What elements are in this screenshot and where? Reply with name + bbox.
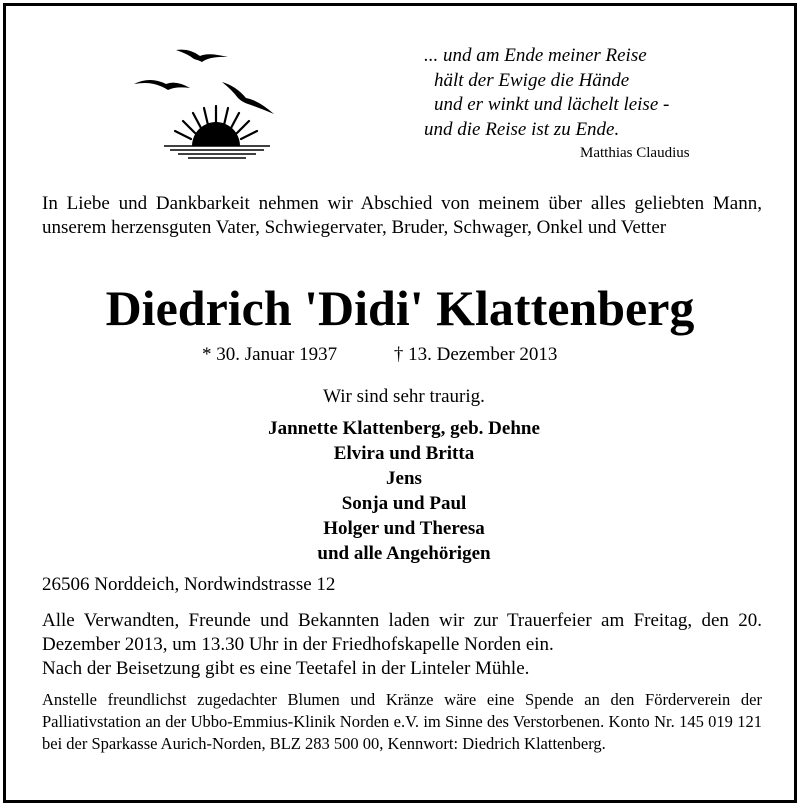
mourner-name: Jens <box>386 468 422 489</box>
poem-author: Matthias Claudius <box>580 145 690 161</box>
mourner-name: Holger und Theresa <box>323 518 485 539</box>
seagull-icon <box>134 80 190 90</box>
deceased-name: Diedrich 'Didi' Klattenberg <box>105 280 695 336</box>
poem <box>424 44 724 142</box>
mourners-list <box>6 416 800 566</box>
death-date: † 13. Dezember 2013 <box>393 344 558 365</box>
farewell-text: In Liebe und Dankbarkeit nehmen wir Abschied von meinem über alles geliebten Mann, unserem herzensguten Vater, Schwiegervater, Bruder, Schwager, Onkel und Vetter <box>42 193 762 238</box>
life-dates <box>202 344 557 366</box>
poem-line: und die Reise ist zu Ende. <box>424 118 620 140</box>
water-lines-icon <box>164 146 270 158</box>
tea-gathering-note: Nach der Beisetzung gibt es eine Teetafel in der Linteler Mühle. <box>42 658 530 679</box>
donation-request: Anstelle freundlichst zugedachter Blumen und Kränze wäre eine Spende an den Förderverein der Palliativstation an der Ubbo-Emmius-Klinik Norden e.V. im Sinne des Verstorbenen. Konto Nr. 145 019 121 bei der Sparkasse Aurich-Norden, BLZ 283 500 00, Kennwort: Diedrich Klattenberg. <box>42 690 762 753</box>
seagull-icon <box>222 82 274 114</box>
poem-line: hält der Ewige die Hände <box>434 69 630 91</box>
mourner-name: Sonja und Paul <box>341 493 467 514</box>
funeral-invitation: Alle Verwandten, Freunde und Bekannten laden wir zur Trauerfeier am Freitag, den 20. Dezember 2013, um 13.30 Uhr in der Friedhofskapelle Norden ein. <box>42 610 762 655</box>
poem-line: ... und am Ende meiner Reise <box>424 45 647 66</box>
family-address: 26506 Norddeich, Nordwindstrasse 12 <box>42 574 336 595</box>
mourner-name: und alle Angehörigen <box>317 543 491 564</box>
seagulls-sunset-emblem <box>124 42 294 162</box>
mourning-statement: Wir sind sehr traurig. <box>323 386 485 407</box>
birth-date: * 30. Januar 1937 <box>202 344 338 365</box>
obituary-notice <box>3 3 797 803</box>
mourner-name: Elvira und Britta <box>333 443 475 464</box>
seagull-icon <box>176 50 228 62</box>
mourner-name: Jannette Klattenberg, geb. Dehne <box>268 418 540 439</box>
poem-line: und er winkt und lächelt leise - <box>434 94 670 115</box>
